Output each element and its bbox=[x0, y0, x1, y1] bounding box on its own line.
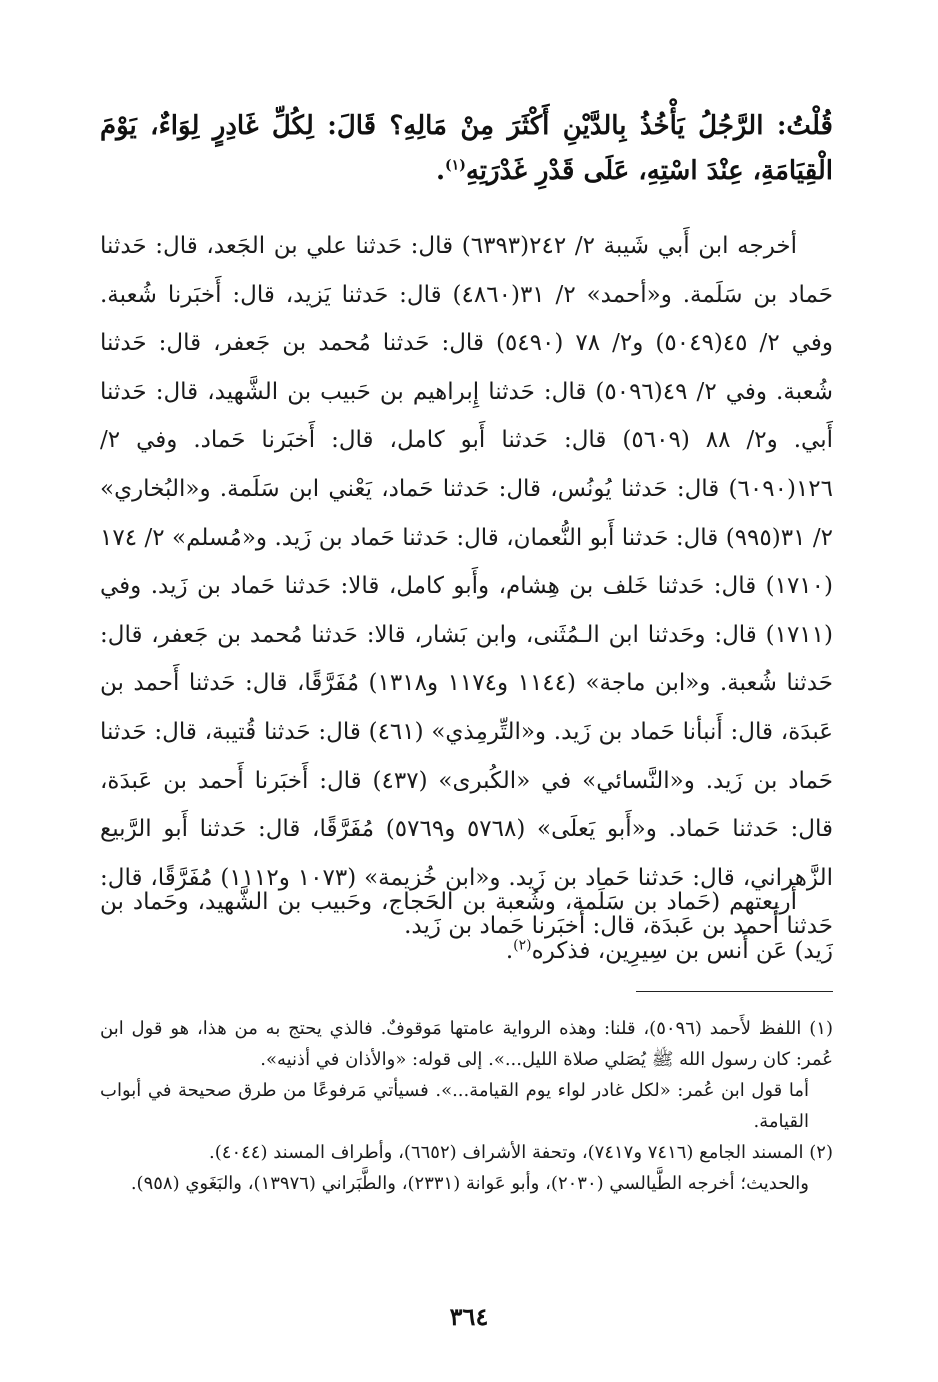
footnote-ref-1[interactable]: (١) bbox=[445, 157, 466, 174]
footnote-1-number: (١) bbox=[809, 1018, 833, 1039]
takhrij-text: أخرجه ابن أَبي شَيبة ٢/ ٢٤٢(٦٣٩٣) قال: حَدثنا علي بن الجَعد، قال: حَدثنا حَماد بن سَلَمة. و«أحمد» ٢/ ٣١(٤٨٦٠) قال: حَدثنا يَزيد، قال: أَخبَرنا شُعبة. وفي ٢/ ٤٥(٥٠٤٩) و٢/ ٧٨ (٥٤٩٠) قال: حَدثنا مُحمد بن جَعفر، قال: حَدثنا شُعبة. وفي ٢/ ٤٩(٥٠٩٦) قال: حَدثنا إِبراهيم بن حَبيب بن الشَّهيد، قال: حَدثنا أَبي. و٢/ ٨٨ (٥٦٠٩) قال: حَدثنا أَبو كامل، قال: أَخبَرنا حَماد. وفي ٢/ ١٢٦(٦٠٩٠) قال: حَدثنا يُونُس، قال: حَدثنا حَماد، يَعْني ابن سَلَمة. و«البُخاري» ٢/ ٣١(٩٩٥) قال: حَدثنا أَبو النُّعمان، قال: حَدثنا حَماد بن زَيد. و«مُسلم» ٢/ ١٧٤ (١٧١٠) قال: حَدثنا خَلف بن هِشام، وأَبو كامل، قالا: حَدثنا حَماد بن زَيد. وفي (١٧١١) قال: وحَدثنا ابن الـمُثَنى، وابن بَشار، قالا: حَدثنا مُحمد بن جَعفر، قال: حَدثنا شُعبة. و«ابن ماجة» (١١٤٤ و١١٧٤ و١٣١٨) مُفَرَّقًا، قال: حَدثنا أَحمد بن عَبدَة، قال: أَنبأنا حَماد بن زَيد. و«التِّرمِذي» (٤٦١) قال: حَدثنا قُتيبة، قال: حَدثنا حَماد بن زَيد. و«النَّسائي» في «الكُبرى» (٤٣٧) قال: أَخبَرنا أَحمد بن عَبدَة، قال: حَدثنا حَماد. و«أَبو يَعلَى» (٥٧٦٨ و٥٧٦٩) مُفَرَّقًا، قال: حَدثنا أَبو الرَّبيع الزَّهراني، قال: حَدثنا حَماد بن زَيد. و«ابن خُزيمة» (١٠٧٣ و١١١٢) مُفَرَّقًا، قال: حَدثنا أَحمد بن عَبدَة، قال: أَخبَرنا حَماد بن زَيد. bbox=[100, 233, 834, 940]
hadith-quote-text: قُلْتُ: الرَّجُلُ يَأْخُذُ بِالدَّيْنِ أَكْثَرَ مِنْ مَالِهِ؟ قَالَ: لِكُلِّ غَادِرٍ لِوَاءٌ، يَوْمَ الْقِيَامَةِ، عِنْدَ اسْتِهِ، عَلَى قَدْرِ غَدْرَتِهِ bbox=[100, 111, 833, 186]
footnote-1 bbox=[100, 1013, 833, 1137]
footnote-2 bbox=[100, 1137, 833, 1199]
footnote-2-number: (٢) bbox=[809, 1142, 833, 1163]
hadith-quote bbox=[100, 104, 833, 194]
isnad-chain-end: . bbox=[505, 937, 514, 964]
footnote-2-line-2: والحديث؛ أخرجه الطَّيالسي (٢٠٣٠)، وأبو عَوانة (٢٣٣١)، والطَّبَراني (١٣٩٧٦)، والبَغَوي (٩٥٨). bbox=[130, 1173, 809, 1194]
isnad-chain-paragraph bbox=[100, 878, 833, 975]
footnote-1-line-1 bbox=[100, 1013, 833, 1075]
footnote-1-line-2: أما قول ابن عُمر: «لكل غادر لواء يوم القيامة...». فسيأتي مَرفوعًا من طرق صحيحة في أبواب القيامة. bbox=[100, 1080, 809, 1132]
footnote-2-text-1: المسند الجامع (٧٤١٦ و٧٤١٧)، وتحفة الأشراف (٦٦٥٢)، وأطراف المسند (٤٠٤٤). bbox=[209, 1142, 804, 1163]
footnote-ref-2[interactable]: (٢) bbox=[513, 936, 532, 953]
takhrij-paragraph bbox=[100, 222, 833, 951]
footnote-1-text-1: اللفظ لأَحمد (٥٠٩٦)، قلنا: وهذه الرواية عامتها مَوقوفٌ. فالذي يحتج به من هذا، هو قول ابن عُمر: كان رسول الله ﷺ يُصَلي صلاة الليل...». إلى قوله: «والأذان في أذنيه». bbox=[100, 1018, 833, 1070]
isnad-chain-text: أَربعتهم (حَماد بن سَلَمة، وشُعبة بن الحَجاج، وحَبيب بن الشَّهيد، وحَماد بن زَيد) عَن أَنس بن سِيرِين، فذكره bbox=[100, 889, 833, 964]
footnote-separator bbox=[636, 991, 833, 992]
page-number: ٣٦٤ bbox=[449, 1302, 489, 1331]
footnotes bbox=[100, 1013, 833, 1199]
hadith-quote-end: . bbox=[435, 156, 446, 186]
footnote-2-line-1 bbox=[100, 1137, 833, 1168]
